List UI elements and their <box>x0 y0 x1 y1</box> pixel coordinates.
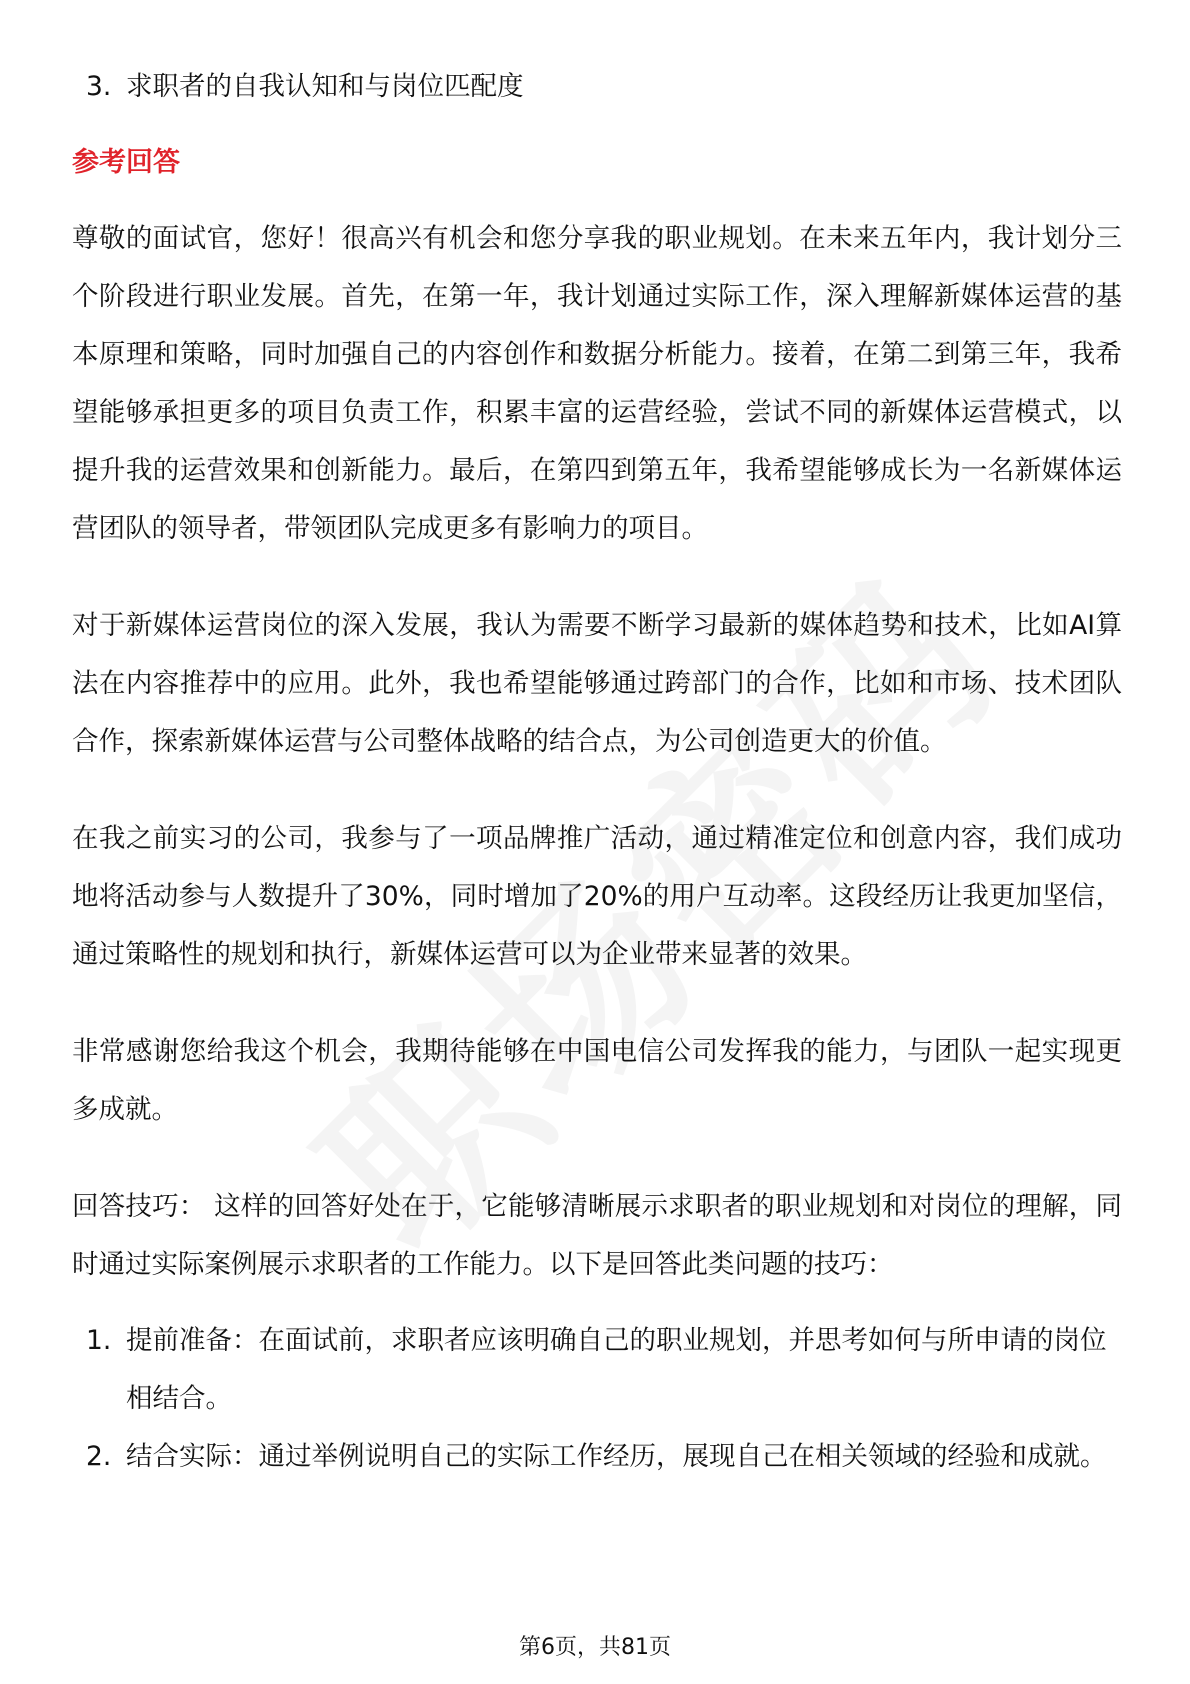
tip-item <box>72 1312 1122 1428</box>
page-number-footer: 第6页，共81页 <box>519 1635 671 1660</box>
tips-list <box>72 1312 1122 1486</box>
tip-text: 结合实际：通过举例说明自己的实际工作经历，展现自己在相关领域的经验和成就。 <box>126 1441 1107 1472</box>
tip-item <box>72 1428 1122 1486</box>
answer-paragraph-development: 对于新媒体运营岗位的深入发展，我认为需要不断学习最新的媒体趋势和技术，比如AI算法在内容推荐中的应用。此外，我也希望能够通过跨部门的合作，比如和市场、技术团队合作，探索新媒体运营与公司整体战略的结合点，为公司创造更大的价值。 <box>72 610 1122 757</box>
tip-text: 提前准备：在面试前，求职者应该明确自己的职业规划，并思考如何与所申请的岗位相结合。 <box>126 1325 1107 1414</box>
tip-number: 1. <box>86 1325 112 1356</box>
page-content <box>72 58 1122 1486</box>
answer-paragraph-experience: 在我之前实习的公司，我参与了一项品牌推广活动，通过精准定位和创意内容，我们成功地将活动参与人数提升了30%，同时增加了20%的用户互动率。这段经历让我更加坚信，通过策略性的规划和执行，新媒体运营可以为企业带来显著的效果。 <box>72 823 1122 970</box>
answer-paragraph-plan: 尊敬的面试官，您好！很高兴有机会和您分享我的职业规划。在未来五年内，我计划分三个阶段进行职业发展。首先，在第一年，我计划通过实际工作，深入理解新媒体运营的基本原理和策略，同时加强自己的内容创作和数据分析能力。接着，在第二到第三年，我希望能够承担更多的项目负责工作，积累丰富的运营经验，尝试不同的新媒体运营模式，以提升我的运营效果和创新能力。最后，在第四到第五年，我希望能够成长为一名新媒体运营团队的领导者，带领团队完成更多有影响力的项目。 <box>72 223 1122 544</box>
section-heading: 参考回答 <box>72 147 180 178</box>
answer-paragraph-closing: 非常感谢您给我这个机会，我期待能够在中国电信公司发挥我的能力，与团队一起实现更多成就。 <box>72 1036 1122 1125</box>
answer-tips-intro: 回答技巧： 这样的回答好处在于，它能够清晰展示求职者的职业规划和对岗位的理解，同时通过实际案例展示求职者的工作能力。以下是回答此类问题的技巧： <box>72 1191 1122 1280</box>
list-text: 求职者的自我认知和与岗位匹配度 <box>126 71 524 102</box>
tip-number: 2. <box>86 1441 112 1472</box>
list-number: 3. <box>86 71 112 102</box>
list-item-criterion <box>72 58 1122 116</box>
